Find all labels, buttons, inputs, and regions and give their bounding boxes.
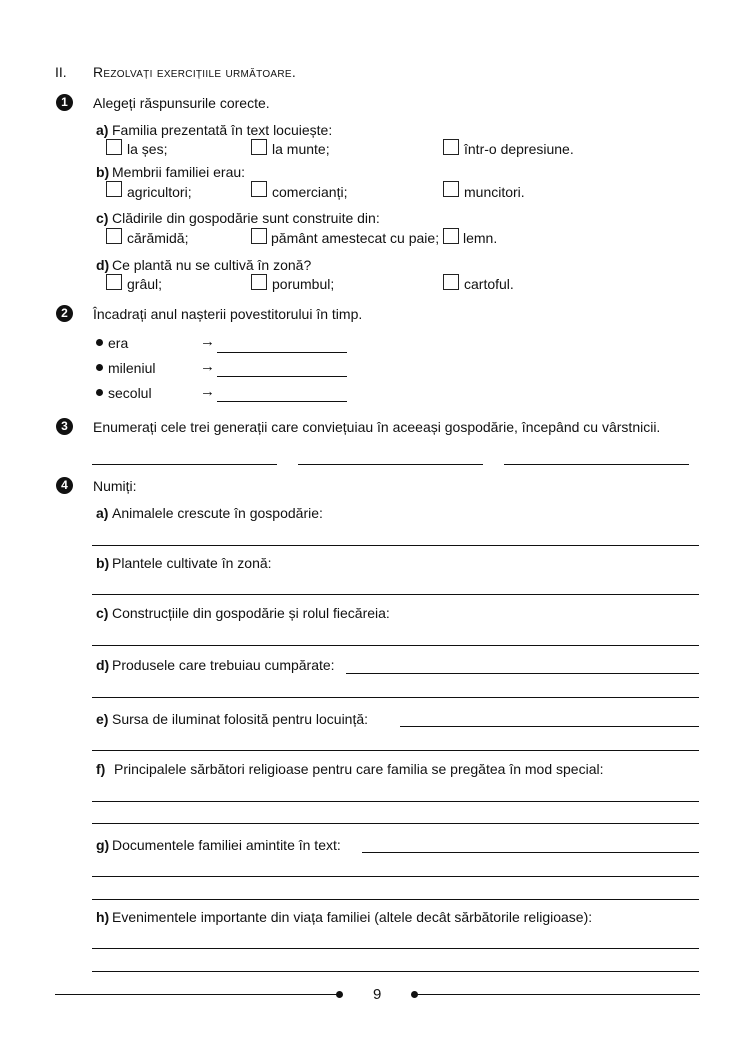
section-roman-numeral: II. <box>55 64 67 80</box>
bullet-dot-mileniul <box>96 364 103 371</box>
item-1a-letter: a) <box>96 122 109 138</box>
option-1d-3: cartoful. <box>464 276 514 292</box>
item-4c-text: Construcțiile din gospodărie și rolul fiecăreia: <box>112 605 390 621</box>
item-4g-letter: g) <box>96 837 110 853</box>
answer-line-4g-inline[interactable] <box>362 852 699 853</box>
option-1d-2: porumbul; <box>272 276 335 292</box>
answer-line-4d-inline[interactable] <box>346 673 699 674</box>
option-1c-2: pământ amestecat cu paie; <box>271 230 440 246</box>
answer-line-generation-1[interactable] <box>92 464 277 465</box>
answer-line-4d[interactable] <box>92 697 699 698</box>
item-4h-letter: h) <box>96 909 110 925</box>
checkbox-1c-option-3[interactable] <box>443 228 459 244</box>
answer-line-secolul[interactable] <box>217 401 347 402</box>
item-4f-letter: f) <box>96 761 106 777</box>
answer-line-era[interactable] <box>217 352 347 353</box>
bullet-label-mileniul: mileniul <box>108 360 156 376</box>
bullet-dot-era <box>96 339 103 346</box>
answer-line-4f-1[interactable] <box>92 801 699 802</box>
exercise-2-number: 2 <box>56 305 73 322</box>
option-1b-2: comercianți; <box>272 184 348 200</box>
option-1c-3: lemn. <box>463 230 498 246</box>
option-1a-2: la munte; <box>272 141 330 157</box>
item-4e-letter: e) <box>96 711 109 727</box>
answer-line-4h-1[interactable] <box>92 948 699 949</box>
answer-line-4b[interactable] <box>92 594 699 595</box>
option-1a-3: într-o depresiune. <box>464 141 574 157</box>
item-1a-question: Familia prezentată în text locuiește: <box>112 122 333 138</box>
answer-line-4g-2[interactable] <box>92 899 699 900</box>
option-1b-1: agricultori; <box>127 184 192 200</box>
bullet-label-era: era <box>108 335 129 351</box>
item-4h-text: Evenimentele importante din viața familiei (altele decât sărbătorile religioase): <box>112 909 593 925</box>
page-number: 9 <box>373 986 382 1003</box>
checkbox-1d-option-3[interactable] <box>443 274 459 290</box>
item-1c-question: Clădirile din gospodărie sunt construite din: <box>112 210 380 226</box>
checkbox-1c-option-1[interactable] <box>106 228 122 244</box>
item-4f-text: Principalele sărbători religioase pentru care familia se pregătea în mod special: <box>114 761 604 777</box>
answer-line-4f-2[interactable] <box>92 823 699 824</box>
item-1c-letter: c) <box>96 210 109 226</box>
answer-line-4a[interactable] <box>92 545 699 546</box>
exercise-3-instruction: Enumerați cele trei generații care conviețuiau în aceeași gospodărie, începând cu vârstnicii. <box>93 419 661 435</box>
option-1d-1: grâul; <box>127 276 163 292</box>
checkbox-1a-option-3[interactable] <box>443 139 459 155</box>
answer-line-4c[interactable] <box>92 645 699 646</box>
option-1c-1: cărămidă; <box>127 230 189 246</box>
checkbox-1b-option-2[interactable] <box>251 181 267 197</box>
exercise-1-number: 1 <box>56 94 73 111</box>
checkbox-1b-option-1[interactable] <box>106 181 122 197</box>
exercise-2-instruction: Încadrați anul nașterii povestitorului în timp. <box>93 306 363 322</box>
answer-line-4g-1[interactable] <box>92 876 699 877</box>
footer-dot-left <box>336 991 343 998</box>
item-4d-letter: d) <box>96 657 110 673</box>
answer-line-mileniul[interactable] <box>217 376 347 377</box>
exercise-4-instruction: Numiți: <box>93 478 137 494</box>
answer-line-4e[interactable] <box>92 750 699 751</box>
exercise-1-instruction: Alegeți răspunsurile corecte. <box>93 95 270 111</box>
checkbox-1a-option-1[interactable] <box>106 139 122 155</box>
exercise-4-number: 4 <box>56 477 73 494</box>
item-1b-question: Membrii familiei erau: <box>112 164 246 180</box>
item-4d-text: Produsele care trebuiau cumpărate: <box>112 657 335 673</box>
arrow-icon: → <box>200 358 215 375</box>
arrow-icon: → <box>200 333 215 350</box>
footer-rule-left <box>55 994 340 995</box>
option-1b-3: muncitori. <box>464 184 525 200</box>
answer-line-4e-inline[interactable] <box>400 726 699 727</box>
answer-line-4h-2[interactable] <box>92 971 699 972</box>
answer-line-generation-3[interactable] <box>504 464 689 465</box>
bullet-label-secolul: secolul <box>108 385 152 401</box>
item-4b-text: Plantele cultivate în zonă: <box>112 555 272 571</box>
option-1a-1: la șes; <box>127 141 168 157</box>
checkbox-1d-option-1[interactable] <box>106 274 122 290</box>
exercise-3-number: 3 <box>56 418 73 435</box>
checkbox-1d-option-2[interactable] <box>251 274 267 290</box>
item-1b-letter: b) <box>96 164 110 180</box>
section-title: Rezolvați exercițiile următoare. <box>93 64 297 80</box>
checkbox-1a-option-2[interactable] <box>251 139 267 155</box>
item-4a-text: Animalele crescute în gospodărie: <box>112 505 323 521</box>
item-4a-letter: a) <box>96 505 109 521</box>
item-1d-question: Ce plantă nu se cultivă în zonă? <box>112 257 312 273</box>
item-4b-letter: b) <box>96 555 110 571</box>
item-4e-text: Sursa de iluminat folosită pentru locuință: <box>112 711 369 727</box>
item-1d-letter: d) <box>96 257 110 273</box>
item-4c-letter: c) <box>96 605 109 621</box>
footer-rule-right <box>415 994 700 995</box>
checkbox-1b-option-3[interactable] <box>443 181 459 197</box>
item-4g-text: Documentele familiei amintite în text: <box>112 837 341 853</box>
bullet-dot-secolul <box>96 389 103 396</box>
arrow-icon: → <box>200 383 215 400</box>
checkbox-1c-option-2[interactable] <box>251 228 267 244</box>
answer-line-generation-2[interactable] <box>298 464 483 465</box>
